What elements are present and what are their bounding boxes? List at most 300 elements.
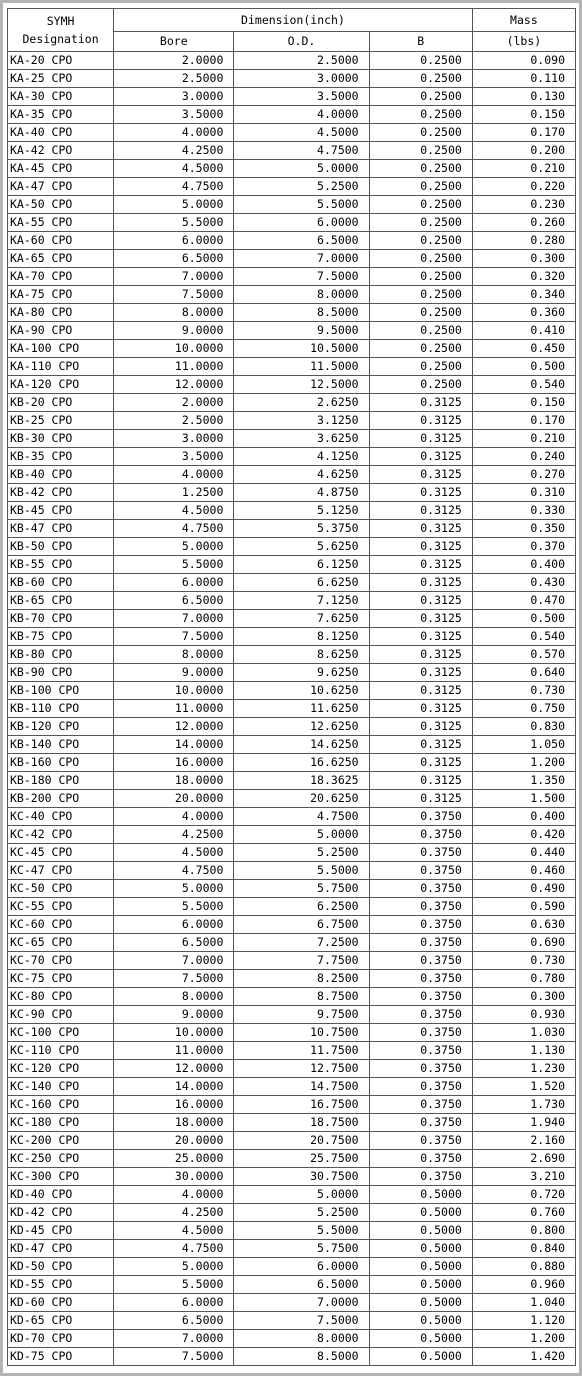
designation-cell: KA-30 CPO	[8, 88, 114, 106]
designation-cell: KD-55 CPO	[8, 1276, 114, 1294]
designation-cell: KD-65 CPO	[8, 1312, 114, 1330]
table-row	[8, 1312, 576, 1330]
b-cell: 0.3750	[369, 1042, 472, 1060]
b-cell: 0.3125	[369, 538, 472, 556]
bore-cell: 4.0000	[114, 466, 234, 484]
b-cell: 0.3125	[369, 628, 472, 646]
mass-cell: 0.490	[472, 880, 575, 898]
mass-cell: 0.630	[472, 916, 575, 934]
table-row	[8, 232, 576, 250]
bore-cell: 6.5000	[114, 1312, 234, 1330]
bore-cell: 1.2500	[114, 484, 234, 502]
bore-cell: 8.0000	[114, 304, 234, 322]
od-cell: 6.5000	[234, 232, 369, 250]
od-cell: 8.7500	[234, 988, 369, 1006]
designation-cell: KC-42 CPO	[8, 826, 114, 844]
mass-cell: 0.300	[472, 988, 575, 1006]
mass-cell: 0.230	[472, 196, 575, 214]
bore-cell: 20.0000	[114, 1132, 234, 1150]
table-row	[8, 772, 576, 790]
mass-cell: 0.150	[472, 106, 575, 124]
table-row	[8, 592, 576, 610]
bore-cell: 4.5000	[114, 160, 234, 178]
designation-cell: KB-25 CPO	[8, 412, 114, 430]
designation-cell: KA-65 CPO	[8, 250, 114, 268]
od-cell: 8.6250	[234, 646, 369, 664]
bore-cell: 5.0000	[114, 880, 234, 898]
designation-cell: KB-200 CPO	[8, 790, 114, 808]
bore-cell: 6.0000	[114, 916, 234, 934]
mass-cell: 1.230	[472, 1060, 575, 1078]
bore-cell: 4.0000	[114, 124, 234, 142]
designation-cell: KC-65 CPO	[8, 934, 114, 952]
mass-cell: 0.960	[472, 1276, 575, 1294]
b-cell: 0.3750	[369, 1150, 472, 1168]
od-cell: 5.7500	[234, 1240, 369, 1258]
b-cell: 0.3750	[369, 952, 472, 970]
mass-cell: 0.500	[472, 358, 575, 376]
designation-cell: KC-300 CPO	[8, 1168, 114, 1186]
od-cell: 5.5000	[234, 196, 369, 214]
b-cell: 0.3750	[369, 916, 472, 934]
mass-cell: 0.690	[472, 934, 575, 952]
b-cell: 0.5000	[369, 1276, 472, 1294]
od-cell: 7.1250	[234, 592, 369, 610]
b-cell: 0.3125	[369, 664, 472, 682]
bore-cell: 3.5000	[114, 106, 234, 124]
table-row	[8, 1114, 576, 1132]
mass-cell: 1.350	[472, 772, 575, 790]
designation-cell: KC-250 CPO	[8, 1150, 114, 1168]
designation-cell: KD-60 CPO	[8, 1294, 114, 1312]
mass-cell: 0.400	[472, 808, 575, 826]
bore-cell: 11.0000	[114, 1042, 234, 1060]
b-cell: 0.2500	[369, 196, 472, 214]
bore-cell: 20.0000	[114, 790, 234, 808]
b-cell: 0.2500	[369, 124, 472, 142]
designation-cell: KC-40 CPO	[8, 808, 114, 826]
table-row	[8, 1348, 576, 1366]
table-row	[8, 412, 576, 430]
bore-cell: 11.0000	[114, 358, 234, 376]
designation-cell: KA-100 CPO	[8, 340, 114, 358]
b-cell: 0.2500	[369, 214, 472, 232]
od-cell: 12.5000	[234, 376, 369, 394]
bore-cell: 30.0000	[114, 1168, 234, 1186]
designation-cell: KA-25 CPO	[8, 70, 114, 88]
table-row	[8, 610, 576, 628]
designation-cell: KA-42 CPO	[8, 142, 114, 160]
od-cell: 18.3625	[234, 772, 369, 790]
mass-cell: 0.840	[472, 1240, 575, 1258]
b-cell: 0.5000	[369, 1348, 472, 1366]
designation-cell: KD-42 CPO	[8, 1204, 114, 1222]
bore-cell: 8.0000	[114, 646, 234, 664]
designation-cell: KC-110 CPO	[8, 1042, 114, 1060]
table-row	[8, 250, 576, 268]
bore-cell: 7.5000	[114, 1348, 234, 1366]
od-cell: 5.7500	[234, 880, 369, 898]
designation-cell: KA-80 CPO	[8, 304, 114, 322]
designation-cell: KC-60 CPO	[8, 916, 114, 934]
mass-cell: 0.450	[472, 340, 575, 358]
table-row	[8, 1294, 576, 1312]
table-row	[8, 556, 576, 574]
b-cell: 0.5000	[369, 1204, 472, 1222]
table-row	[8, 880, 576, 898]
mass-cell: 0.110	[472, 70, 575, 88]
mass-cell: 0.330	[472, 502, 575, 520]
mass-cell: 0.590	[472, 898, 575, 916]
bore-cell: 4.7500	[114, 520, 234, 538]
designation-cell: KB-45 CPO	[8, 502, 114, 520]
bore-cell: 4.2500	[114, 1204, 234, 1222]
bore-cell: 6.0000	[114, 232, 234, 250]
b-cell: 0.3125	[369, 448, 472, 466]
bore-cell: 12.0000	[114, 376, 234, 394]
od-cell: 8.0000	[234, 286, 369, 304]
mass-cell: 0.280	[472, 232, 575, 250]
designation-cell: KC-45 CPO	[8, 844, 114, 862]
bore-cell: 8.0000	[114, 988, 234, 1006]
table-row	[8, 1024, 576, 1042]
bore-cell: 4.7500	[114, 1240, 234, 1258]
mass-cell: 0.880	[472, 1258, 575, 1276]
mass-cell: 0.200	[472, 142, 575, 160]
table-row	[8, 826, 576, 844]
od-cell: 14.6250	[234, 736, 369, 754]
od-cell: 6.6250	[234, 574, 369, 592]
od-cell: 8.2500	[234, 970, 369, 988]
b-cell: 0.2500	[369, 106, 472, 124]
bore-cell: 9.0000	[114, 664, 234, 682]
od-cell: 9.6250	[234, 664, 369, 682]
od-cell: 6.7500	[234, 916, 369, 934]
mass-cell: 0.270	[472, 466, 575, 484]
bore-cell: 7.5000	[114, 970, 234, 988]
bore-cell: 16.0000	[114, 754, 234, 772]
b-cell: 0.3750	[369, 1060, 472, 1078]
b-cell: 0.3125	[369, 394, 472, 412]
b-cell: 0.3125	[369, 718, 472, 736]
od-header: O.D.	[234, 32, 369, 52]
designation-cell: KA-50 CPO	[8, 196, 114, 214]
mass-cell: 1.420	[472, 1348, 575, 1366]
bore-cell: 5.5000	[114, 214, 234, 232]
bore-cell: 12.0000	[114, 718, 234, 736]
bore-header: Bore	[114, 32, 234, 52]
mass-cell: 0.430	[472, 574, 575, 592]
od-cell: 7.6250	[234, 610, 369, 628]
bore-cell: 4.0000	[114, 808, 234, 826]
mass-cell: 0.720	[472, 1186, 575, 1204]
table-row	[8, 484, 576, 502]
designation-cell: KC-160 CPO	[8, 1096, 114, 1114]
designation-cell: KB-80 CPO	[8, 646, 114, 664]
mass-cell: 1.500	[472, 790, 575, 808]
b-cell: 0.3125	[369, 592, 472, 610]
od-cell: 9.7500	[234, 1006, 369, 1024]
bore-cell: 7.0000	[114, 1330, 234, 1348]
mass-cell: 0.730	[472, 952, 575, 970]
table-row	[8, 952, 576, 970]
b-cell: 0.5000	[369, 1312, 472, 1330]
designation-cell: KB-140 CPO	[8, 736, 114, 754]
bore-cell: 6.5000	[114, 934, 234, 952]
table-row	[8, 1132, 576, 1150]
mass-cell: 1.730	[472, 1096, 575, 1114]
od-cell: 5.0000	[234, 1186, 369, 1204]
bore-cell: 10.0000	[114, 682, 234, 700]
designation-cell: KB-20 CPO	[8, 394, 114, 412]
table-row	[8, 1060, 576, 1078]
mass-cell: 0.540	[472, 376, 575, 394]
table-row	[8, 628, 576, 646]
mass-cell: 0.460	[472, 862, 575, 880]
table-row	[8, 196, 576, 214]
table-row	[8, 430, 576, 448]
designation-cell: KB-65 CPO	[8, 592, 114, 610]
table-row	[8, 1168, 576, 1186]
mass-cell: 0.470	[472, 592, 575, 610]
bore-cell: 4.0000	[114, 1186, 234, 1204]
od-cell: 4.5000	[234, 124, 369, 142]
od-cell: 8.0000	[234, 1330, 369, 1348]
designation-cell: KD-40 CPO	[8, 1186, 114, 1204]
table-row	[8, 574, 576, 592]
table-row	[8, 862, 576, 880]
designation-cell: KC-90 CPO	[8, 1006, 114, 1024]
b-cell: 0.2500	[369, 70, 472, 88]
od-cell: 6.5000	[234, 1276, 369, 1294]
table-row	[8, 934, 576, 952]
table-row	[8, 268, 576, 286]
od-cell: 7.0000	[234, 250, 369, 268]
designation-cell: KA-120 CPO	[8, 376, 114, 394]
bore-cell: 4.7500	[114, 178, 234, 196]
table-row	[8, 286, 576, 304]
table-row	[8, 322, 576, 340]
designation-cell: KB-90 CPO	[8, 664, 114, 682]
b-cell: 0.2500	[369, 358, 472, 376]
designation-cell: KC-75 CPO	[8, 970, 114, 988]
bore-cell: 7.0000	[114, 952, 234, 970]
designation-cell: KC-200 CPO	[8, 1132, 114, 1150]
bore-cell: 3.5000	[114, 448, 234, 466]
table-row	[8, 214, 576, 232]
od-cell: 11.7500	[234, 1042, 369, 1060]
mass-cell: 0.260	[472, 214, 575, 232]
od-cell: 5.2500	[234, 844, 369, 862]
mass-cell: 0.730	[472, 682, 575, 700]
designation-cell: KA-45 CPO	[8, 160, 114, 178]
mass-header: Mass	[472, 9, 575, 32]
b-cell: 0.3125	[369, 502, 472, 520]
bore-cell: 12.0000	[114, 1060, 234, 1078]
od-cell: 12.7500	[234, 1060, 369, 1078]
od-cell: 7.2500	[234, 934, 369, 952]
mass-cell: 1.120	[472, 1312, 575, 1330]
od-cell: 7.5000	[234, 268, 369, 286]
bore-cell: 4.7500	[114, 862, 234, 880]
b-cell: 0.2500	[369, 52, 472, 70]
table-row	[8, 1330, 576, 1348]
designation-cell: KA-75 CPO	[8, 286, 114, 304]
b-header: B	[369, 32, 472, 52]
designation-cell: KA-35 CPO	[8, 106, 114, 124]
designation-cell: KB-120 CPO	[8, 718, 114, 736]
designation-cell: KB-110 CPO	[8, 700, 114, 718]
designation-cell: KC-140 CPO	[8, 1078, 114, 1096]
b-cell: 0.3750	[369, 1114, 472, 1132]
mass-cell: 0.370	[472, 538, 575, 556]
table-row	[8, 898, 576, 916]
designation-cell: KC-180 CPO	[8, 1114, 114, 1132]
mass-cell: 0.350	[472, 520, 575, 538]
table-row	[8, 124, 576, 142]
od-cell: 5.3750	[234, 520, 369, 538]
b-cell: 0.2500	[369, 160, 472, 178]
od-cell: 5.0000	[234, 826, 369, 844]
bore-cell: 2.5000	[114, 412, 234, 430]
od-cell: 8.5000	[234, 1348, 369, 1366]
od-cell: 5.2500	[234, 1204, 369, 1222]
mass-cell: 2.160	[472, 1132, 575, 1150]
bore-cell: 5.0000	[114, 196, 234, 214]
bore-cell: 2.5000	[114, 70, 234, 88]
b-cell: 0.3750	[369, 844, 472, 862]
od-cell: 4.1250	[234, 448, 369, 466]
mass-cell: 0.750	[472, 700, 575, 718]
mass-cell: 1.050	[472, 736, 575, 754]
b-cell: 0.3125	[369, 682, 472, 700]
mass-cell: 1.940	[472, 1114, 575, 1132]
b-cell: 0.3125	[369, 412, 472, 430]
od-cell: 4.7500	[234, 808, 369, 826]
od-cell: 10.7500	[234, 1024, 369, 1042]
mass-cell: 0.760	[472, 1204, 575, 1222]
od-cell: 5.2500	[234, 178, 369, 196]
b-cell: 0.3750	[369, 1096, 472, 1114]
table-row	[8, 1006, 576, 1024]
od-cell: 16.6250	[234, 754, 369, 772]
od-cell: 12.6250	[234, 718, 369, 736]
mass-cell: 0.780	[472, 970, 575, 988]
table-row	[8, 718, 576, 736]
mass-cell: 0.340	[472, 286, 575, 304]
b-cell: 0.3125	[369, 772, 472, 790]
table-row	[8, 178, 576, 196]
b-cell: 0.3750	[369, 934, 472, 952]
designation-cell: KB-180 CPO	[8, 772, 114, 790]
bore-cell: 14.0000	[114, 1078, 234, 1096]
bore-cell: 18.0000	[114, 1114, 234, 1132]
table-row	[8, 1096, 576, 1114]
table-row	[8, 106, 576, 124]
b-cell: 0.2500	[369, 340, 472, 358]
designation-cell: KA-20 CPO	[8, 52, 114, 70]
mass-cell: 1.200	[472, 1330, 575, 1348]
mass-cell: 0.570	[472, 646, 575, 664]
designation-cell: KB-160 CPO	[8, 754, 114, 772]
bore-cell: 7.5000	[114, 628, 234, 646]
mass-cell: 0.240	[472, 448, 575, 466]
od-cell: 5.0000	[234, 160, 369, 178]
od-cell: 6.1250	[234, 556, 369, 574]
od-cell: 11.5000	[234, 358, 369, 376]
designation-cell: KC-47 CPO	[8, 862, 114, 880]
bore-cell: 4.5000	[114, 502, 234, 520]
mass-cell: 0.640	[472, 664, 575, 682]
bore-cell: 5.0000	[114, 538, 234, 556]
mass-cell: 1.520	[472, 1078, 575, 1096]
bore-cell: 7.5000	[114, 286, 234, 304]
designation-cell: KC-70 CPO	[8, 952, 114, 970]
b-cell: 0.2500	[369, 250, 472, 268]
table-row	[8, 1204, 576, 1222]
od-cell: 3.6250	[234, 430, 369, 448]
table-row	[8, 1258, 576, 1276]
bore-cell: 3.0000	[114, 430, 234, 448]
od-cell: 6.2500	[234, 898, 369, 916]
table-row	[8, 1042, 576, 1060]
table-row	[8, 970, 576, 988]
designation-cell: KB-100 CPO	[8, 682, 114, 700]
designation-cell: KD-45 CPO	[8, 1222, 114, 1240]
table-body	[8, 52, 576, 1366]
table-row	[8, 808, 576, 826]
od-cell: 8.5000	[234, 304, 369, 322]
od-cell: 30.7500	[234, 1168, 369, 1186]
b-cell: 0.3750	[369, 826, 472, 844]
bore-cell: 5.5000	[114, 898, 234, 916]
table-row	[8, 1276, 576, 1294]
od-cell: 7.0000	[234, 1294, 369, 1312]
b-cell: 0.3125	[369, 646, 472, 664]
bore-cell: 5.5000	[114, 556, 234, 574]
bore-cell: 6.5000	[114, 592, 234, 610]
od-cell: 10.5000	[234, 340, 369, 358]
designation-cell: KC-50 CPO	[8, 880, 114, 898]
table-row	[8, 160, 576, 178]
table-row	[8, 88, 576, 106]
od-cell: 6.0000	[234, 214, 369, 232]
od-cell: 4.0000	[234, 106, 369, 124]
b-cell: 0.5000	[369, 1222, 472, 1240]
designation-cell: KA-47 CPO	[8, 178, 114, 196]
table-row	[8, 538, 576, 556]
mass-cell: 1.040	[472, 1294, 575, 1312]
od-cell: 2.6250	[234, 394, 369, 412]
b-cell: 0.3125	[369, 790, 472, 808]
od-cell: 5.6250	[234, 538, 369, 556]
b-cell: 0.2500	[369, 376, 472, 394]
b-cell: 0.3750	[369, 1132, 472, 1150]
od-cell: 16.7500	[234, 1096, 369, 1114]
designation-cell: KB-60 CPO	[8, 574, 114, 592]
designation-cell: KC-55 CPO	[8, 898, 114, 916]
b-cell: 0.3750	[369, 970, 472, 988]
b-cell: 0.3125	[369, 520, 472, 538]
b-cell: 0.2500	[369, 268, 472, 286]
mass-cell: 0.410	[472, 322, 575, 340]
mass-cell: 0.090	[472, 52, 575, 70]
mass-cell: 0.150	[472, 394, 575, 412]
bore-cell: 4.5000	[114, 1222, 234, 1240]
bore-cell: 4.5000	[114, 844, 234, 862]
bore-cell: 10.0000	[114, 1024, 234, 1042]
designation-cell: KC-100 CPO	[8, 1024, 114, 1042]
